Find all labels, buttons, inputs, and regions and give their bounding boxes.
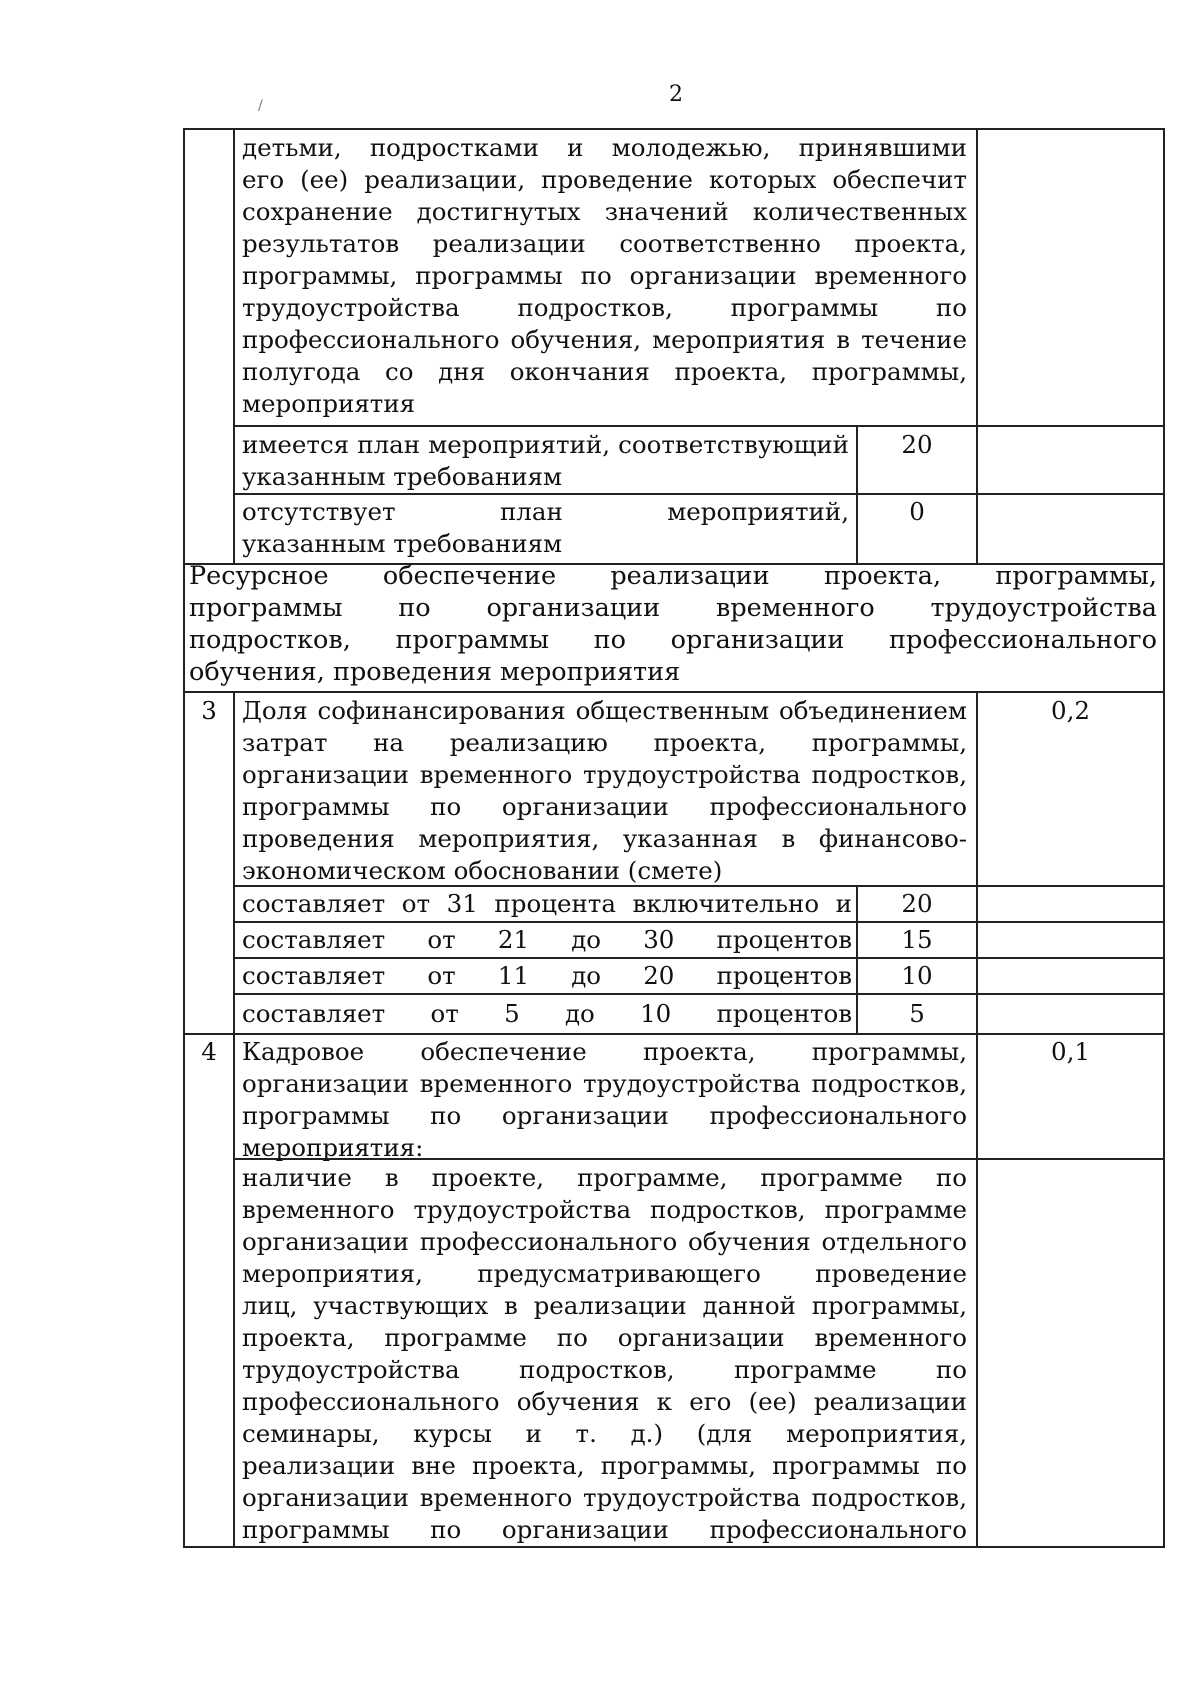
criterion-continuation-text: детьми, подростками и молодежью, принявшими его (ее) реализации, проведение которых обеспечит сохранение достигнутых значений количественных результатов реализации соответственно проекта, программы, программы по организации временного трудоустройства подростков, программы по профессионального обучения, мероприятия в течение полугода со дня окончания проекта, программы, мероприятия [242, 133, 967, 418]
criterion-4-text: Кадровое обеспечение проекта, программы, организации временного трудоустройства подростков, программы по организации профессионального мероприятия: [242, 1037, 967, 1162]
criterion-3-option: составляет от 11 до 20 процентов [242, 961, 852, 990]
row-divider [233, 993, 1165, 995]
col-divider-weight-2 [976, 691, 978, 1548]
criterion-3-option-score: 5 [909, 999, 925, 1028]
col-divider-num-2 [233, 691, 235, 1548]
criterion-3-option-score: 10 [901, 961, 933, 990]
option-plan-absent-score: 0 [909, 497, 925, 526]
criterion-4-number: 4 [201, 1037, 217, 1066]
option-plan-absent-text: отсутствует план мероприятий, указанным требованиям [242, 497, 849, 558]
col-divider-weight [976, 128, 978, 563]
criterion-3-option-score: 20 [901, 889, 933, 918]
criterion-4-subcriterion-text: наличие в проекте, программе, программе по временного трудоустройства подростков, программе организации профессионального обучения отдельного мероприятия, предусматривающего проведение лиц, участвующих в реализации данной программы, проекта, программе по организации временного трудоустройства подростков, программе по профессионального обучения к его (ее) реализации семинары, курсы и т. д.) (для мероприятия, реализации вне проекта, программы, программы по организации временного трудоустройства подростков, программы по организации профессионального [242, 1163, 967, 1544]
criteria-table [183, 128, 1165, 1548]
criterion-3-text: Доля софинансирования общественным объединением затрат на реализацию проекта, программы, организации временного трудоустройства подростков, программы по организации профессионального проведения мероприятия, указанная в финансово- экономическом обосновании (смете) [242, 696, 967, 885]
page-number: 2 [669, 82, 683, 107]
table-border-left [183, 128, 185, 1548]
row-divider [183, 691, 1165, 693]
criterion-3-option: составляет от 31 процента включительно и [242, 889, 852, 918]
section-heading: Ресурсное обеспечение реализации проекта, программы, программы по организации временного трудоустройства подростков, программы по организации профессионального обучения, проведения мероприятия [189, 561, 1157, 687]
criterion-3-option-score: 15 [901, 925, 933, 954]
row-divider [233, 957, 1165, 959]
criterion-3-number: 3 [201, 696, 217, 725]
option-plan-present-score: 20 [901, 430, 933, 459]
option-plan-present-text: имеется план мероприятий, соответствующий указанным требованиям [242, 430, 849, 491]
table-border-top [183, 128, 1165, 130]
criterion-4-weight: 0,1 [1051, 1037, 1090, 1066]
stray-mark: / [258, 98, 263, 114]
criterion-3-option: составляет от 21 до 30 процентов [242, 925, 852, 954]
col-divider-num [233, 128, 235, 563]
criterion-3-option: составляет от 5 до 10 процентов [242, 999, 852, 1028]
row-divider [233, 921, 1165, 923]
table-border-bottom [183, 1546, 1165, 1548]
row-divider [233, 493, 1165, 495]
criterion-3-weight: 0,2 [1051, 696, 1090, 725]
row-divider [233, 425, 1165, 427]
table-border-right [1163, 128, 1165, 1548]
row-divider [183, 1033, 1165, 1035]
